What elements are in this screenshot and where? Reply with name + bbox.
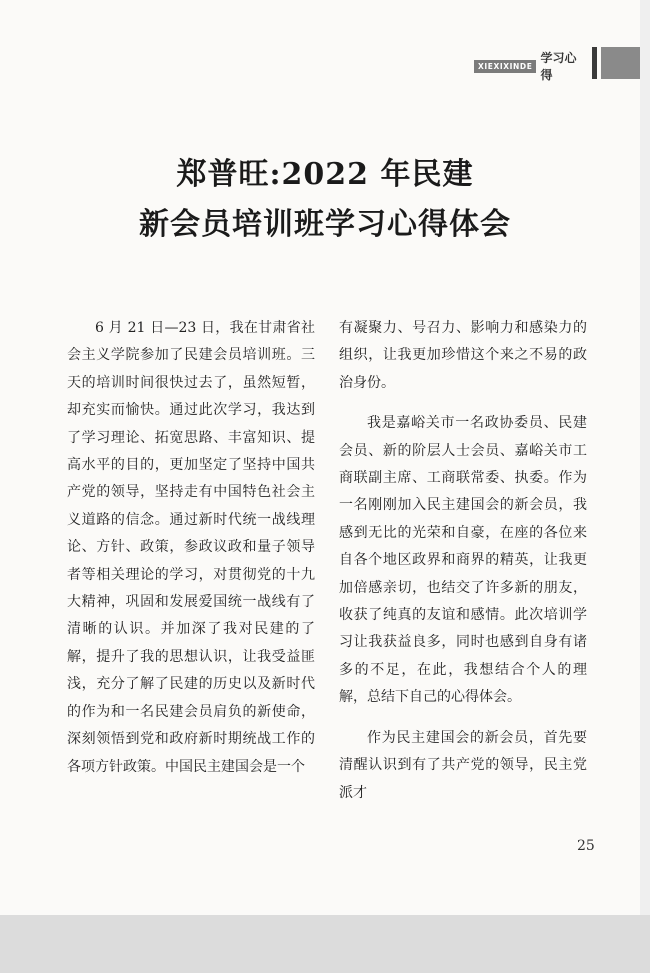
section-label: 学习心得 [540,51,577,82]
title-line-1: 郑普旺:2022 年民建 [176,157,474,192]
title-line-2: 新会员培训班学习心得体会 [139,207,511,242]
paragraph: 作为民主建国会的新会员，首先要清醒认识到有了共产党的领导，民主党派才 [339,729,587,801]
right-column [339,315,587,807]
left-column [67,315,315,781]
scan-edge [640,0,650,973]
section-header [474,51,588,82]
paragraph-continued: 有凝聚力、号召力、影响力和感染力的组织，让我更加珍惜这个来之不易的政治身份。 [339,320,587,391]
header-decor-block [601,47,641,79]
paragraph: 我是嘉峪关市一名政协委员、民建会员、新的阶层人士会员、嘉峪关市工商联副主席、工商联常委、执委。作为一名刚刚加入民主建国会的新会员，我感到无比的光荣和自豪，在座的各位来自各个地区政界和商界的精英，让我更加倍感亲切，也结交了许多新的朋友，收获了纯真的友谊和感情。此次培训学习让我获益良多，同时也感到自身有诸多的不足，在此，我想结合个人的理解，总结下自己的心得体会。 [339,415,587,706]
paragraph: 6 月 21 日—23 日，我在甘肃省社会主义学院参加了民建会员培训班。三天的培训时间很快过去了，虽然短暂，却充实而愉快。通过此次学习，我达到了学习理论、拓宽思路、丰富知识、提高水平的目的，更加坚定了坚持中国共产党的领导，坚持走有中国特色社会主义道路的信念。通过新时代统一战线理论、方针、政策，参政议政和量子领导者等相关理论的学习，对贯彻党的十九大精神，巩固和发展爱国统一战线有了清晰的认识。并加深了我对民建的了解，提升了我的思想认识，让我受益匪浅，充分了解了民建的历史以及新时代的作为和一名民建会员肩负的新使命，深刻领悟到党和政府新时期统战工作的各项方针政策。中国民主建国会是一个 [67,320,315,775]
page-number: 25 [577,838,595,854]
article-title [0,150,650,250]
scan-background [0,915,650,973]
section-tag: XIEXIXINDE [474,60,536,73]
header-decor-bar [592,47,597,79]
